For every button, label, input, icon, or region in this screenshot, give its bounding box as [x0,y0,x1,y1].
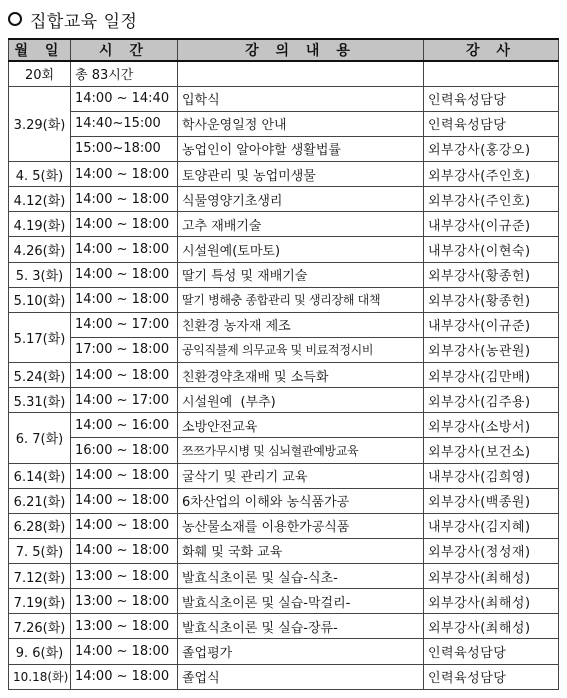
table-row [9,111,559,136]
course-cell: 발효식초이론 및 실습-장류- [178,614,424,639]
course-cell: 시설원예 (부추) [178,388,424,413]
instructor-cell: 인력육성담당 [424,664,559,690]
date-cell: 10.18(화) [9,664,71,690]
date-cell: 4. 5(화) [9,162,71,187]
date-cell: 5. 3(화) [9,262,71,287]
instructor-cell: 외부강사(최해성) [424,589,559,614]
section-title: 집합교육 일정 [30,11,138,32]
header-time: 시 간 [71,39,178,61]
table-row [9,463,559,488]
table-row [9,287,559,312]
date-cell: 7.12(화) [9,564,71,589]
course-cell: 발효식초이론 및 실습-식초- [178,564,424,589]
date-cell: 5.31(화) [9,388,71,413]
course-cell: 입학식 [178,86,424,111]
time-cell: 14:40~15:00 [71,111,178,136]
instructor-cell: 내부강사(김희영) [424,463,559,488]
instructor-cell: 외부강사(홍강오) [424,136,559,161]
time-cell: 14:00 ~ 18:00 [71,287,178,312]
table-row [9,589,559,614]
time-cell: 16:00 ~ 18:00 [71,438,178,463]
date-cell: 5.10(화) [9,287,71,312]
table-row [9,388,559,413]
date-cell: 6.14(화) [9,463,71,488]
table-row [9,639,559,664]
course-cell: 친환경 농자재 제조 [178,312,424,337]
date-cell: 7. 5(화) [9,538,71,563]
course-cell: 딸기 특성 및 재배기술 [178,262,424,287]
instructor-cell: 외부강사(보건소) [424,438,559,463]
course-cell: 쯔쯔가무시병 및 심뇌혈관예방교육 [178,438,424,463]
table-row [9,513,559,538]
date-cell: 9. 6(화) [9,639,71,664]
table-row [9,237,559,262]
course-cell: 굴삭기 및 관리기 교육 [178,463,424,488]
time-cell: 14:00 ~ 14:40 [71,86,178,111]
instructor-cell: 인력육성담당 [424,639,559,664]
course-cell: 6차산업의 이해와 농식품가공 [178,488,424,513]
time-cell: 14:00 ~ 18:00 [71,488,178,513]
table-row [9,212,559,237]
table-row [9,538,559,563]
instructor-cell: 인력육성담당 [424,111,559,136]
time-cell: 14:00 ~ 18:00 [71,513,178,538]
course-cell: 졸업평가 [178,639,424,664]
course-cell: 발효식초이론 및 실습-막걸리- [178,589,424,614]
header-course: 강 의 내 용 [178,39,424,61]
course-cell: 식물영양기초생리 [178,187,424,212]
instructor-cell: 인력육성담당 [424,86,559,111]
time-cell: 14:00 ~ 18:00 [71,664,178,690]
instructor-cell: 외부강사(주인호) [424,162,559,187]
time-cell: 14:00 ~ 18:00 [71,187,178,212]
table-row [9,136,559,161]
schedule-table [8,38,559,690]
instructor-cell: 외부강사(황종헌) [424,262,559,287]
table-row [9,262,559,287]
course-cell: 공익직불제 의무교육 및 비료적정시비 [178,337,424,362]
time-cell: 13:00 ~ 18:00 [71,614,178,639]
header-row [9,39,559,61]
header-date: 월 일 [9,39,71,61]
course-cell: 토양관리 및 농업미생물 [178,162,424,187]
instructor-cell: 외부강사(김만배) [424,363,559,388]
course-cell: 화훼 및 국화 교육 [178,538,424,563]
time-cell: 14:00 ~ 16:00 [71,413,178,438]
course-cell: 친환경약초재배 및 소득화 [178,363,424,388]
table-row [9,614,559,639]
instructor-cell: 외부강사(소방서) [424,413,559,438]
table-row [9,86,559,111]
date-cell: 6. 7(화) [9,413,71,463]
table-row [9,363,559,388]
date-cell: 7.19(화) [9,589,71,614]
instructor-cell: 내부강사(이규준) [424,212,559,237]
table-row [9,413,559,438]
course-cell: 졸업식 [178,664,424,690]
instructor-cell: 외부강사(정성재) [424,538,559,563]
table-row [9,488,559,513]
instructor-cell: 외부강사(최해성) [424,614,559,639]
time-cell: 14:00 ~ 17:00 [71,312,178,337]
summary-total-hours: 총 83시간 [71,61,178,86]
date-cell: 5.17(화) [9,312,71,362]
time-cell: 15:00~18:00 [71,136,178,161]
course-cell: 소방안전교육 [178,413,424,438]
time-cell: 13:00 ~ 18:00 [71,589,178,614]
course-cell: 고추 재배기술 [178,212,424,237]
header-instructor: 강 사 [424,39,559,61]
time-cell: 14:00 ~ 18:00 [71,538,178,563]
table-row [9,438,559,463]
date-cell: 4.26(화) [9,237,71,262]
time-cell: 14:00 ~ 18:00 [71,212,178,237]
date-cell: 5.24(화) [9,363,71,388]
summary-row [9,61,559,86]
course-cell: 시설원예(토마토) [178,237,424,262]
instructor-cell: 내부강사(이현숙) [424,237,559,262]
table-row [9,312,559,337]
instructor-cell: 외부강사(최해성) [424,564,559,589]
time-cell: 14:00 ~ 18:00 [71,639,178,664]
course-cell: 농업인이 알아야할 생활법률 [178,136,424,161]
course-cell: 딸기 병해충 종합관리 및 생리장해 대책 [178,287,424,312]
instructor-cell: 내부강사(김지혜) [424,513,559,538]
course-cell: 농산물소재를 이용한가공식품 [178,513,424,538]
time-cell: 17:00 ~ 18:00 [71,337,178,362]
time-cell: 14:00 ~ 18:00 [71,262,178,287]
table-row [9,337,559,362]
time-cell: 14:00 ~ 17:00 [71,388,178,413]
date-cell: 7.26(화) [9,614,71,639]
table-row [9,664,559,690]
instructor-cell: 내부강사(이규준) [424,312,559,337]
course-cell: 학사운영일정 안내 [178,111,424,136]
instructor-cell: 외부강사(김주용) [424,388,559,413]
instructor-cell: 외부강사(농관원) [424,337,559,362]
table-row [9,187,559,212]
summary-sessions: 20회 [9,61,71,86]
date-cell: 6.28(화) [9,513,71,538]
section-heading [8,6,137,32]
date-cell: 4.19(화) [9,212,71,237]
summary-empty-instructor [424,61,559,86]
instructor-cell: 외부강사(주인호) [424,187,559,212]
time-cell: 13:00 ~ 18:00 [71,564,178,589]
time-cell: 14:00 ~ 18:00 [71,463,178,488]
time-cell: 14:00 ~ 18:00 [71,162,178,187]
time-cell: 14:00 ~ 18:00 [71,237,178,262]
date-cell: 4.12(화) [9,187,71,212]
instructor-cell: 외부강사(백종원) [424,488,559,513]
summary-empty-course [178,61,424,86]
circle-bullet-icon [8,12,22,26]
table-row [9,564,559,589]
time-cell: 14:00 ~ 18:00 [71,363,178,388]
date-cell: 3.29(화) [9,86,71,161]
date-cell: 6.21(화) [9,488,71,513]
table-row [9,162,559,187]
instructor-cell: 외부강사(황종헌) [424,287,559,312]
